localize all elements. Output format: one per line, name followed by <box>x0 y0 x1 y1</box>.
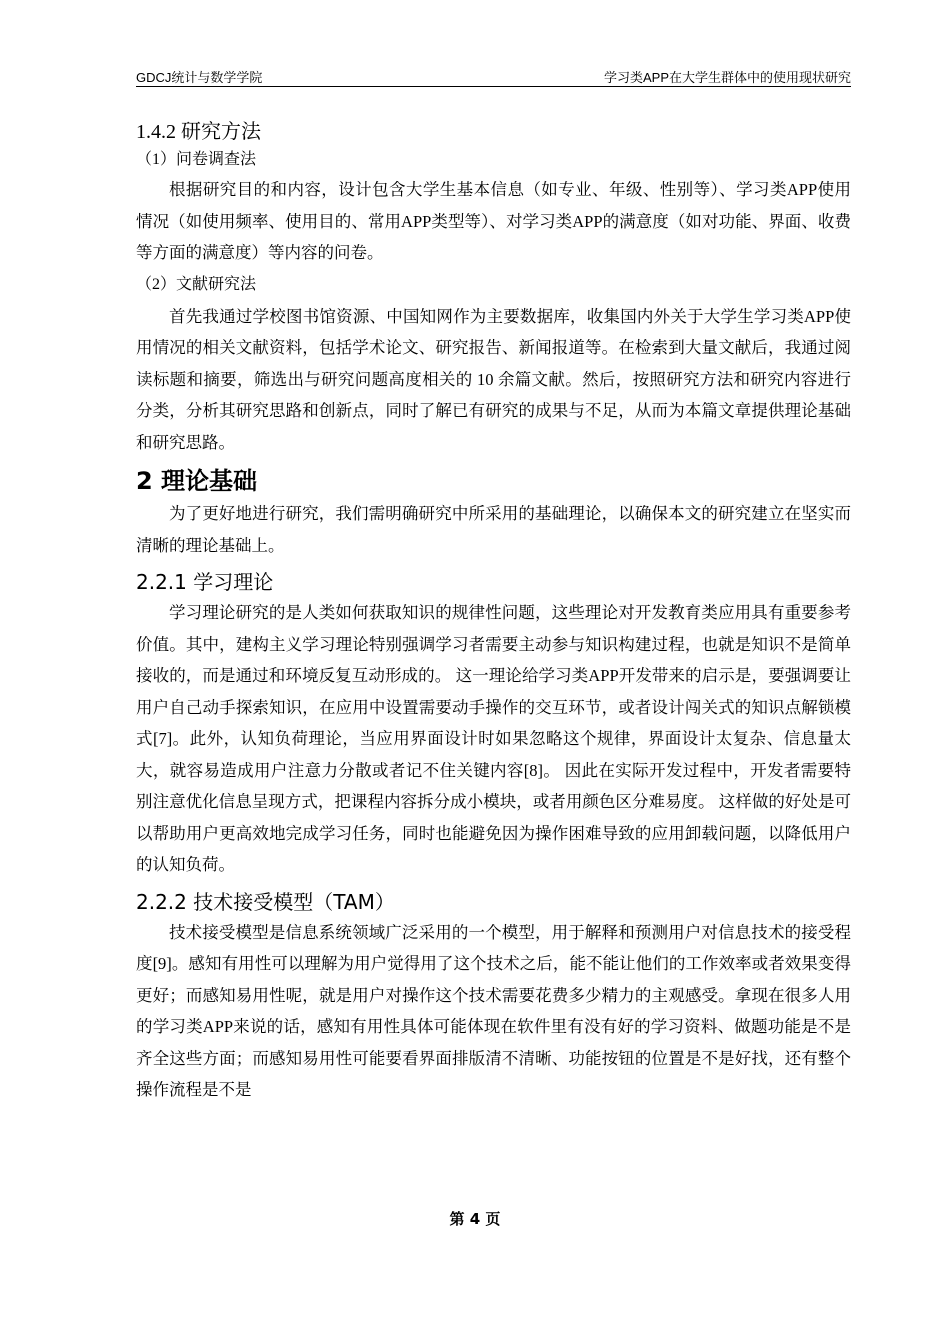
subheading-questionnaire: （1）问卷调查法 <box>136 151 257 168</box>
header-left-text: GDCJ统计与数学学院 <box>136 70 263 85</box>
subheading-literature: （2）文献研究法 <box>136 275 257 293</box>
page-header <box>136 64 851 87</box>
paragraph-literature: 首先我通过学校图书馆资源、中国知网作为主要数据库，收集国内外关于大学生学习类APP使用情况的相关文献资料，包括学术论文、研究报告、新闻报道等。在检索到大量文献后，我通过阅读标题和摘要，筛选出与研究问题高度相关的 10 余篇文献。然后，按照研究方法和研究内容进行分类，分析其研究思路和创新点，同时了解已有研究的成果与不足，从而为本篇文章提供理论基础和研究思路。 <box>136 306 851 452</box>
section-heading-2-2-2: 2.2.2 技术接受模型（TAM） <box>136 889 395 914</box>
paragraph-learning-theory: 学习理论研究的是人类如何获取知识的规律性问题，这些理论对开发教育类应用具有重要参考价值。其中，建构主义学习理论特别强调学习者需要主动参与知识构建过程，也就是知识不是简单接收的，而是通过和环境反复互动形成的。 这一理论给学习类APP开发带来的启示是，要强调要让用户自己动手探索知识，在应用中设置需要动手操作的交互环节，或者设计闯关式的知识点解锁模式[7]。此外，认知负荷理论，当应用界面设计时如果忽略这个规律，界面设计太复杂、信息量太大，就容易造成用户注意力分散或者记不住关键内容[8]。 因此在实际开发过程中，开发者需要特别注意优化信息呈现方式，把课程内容拆分成小模块，或者用颜色区分难易度。 这样做的好处是可以帮助用户更高效地完成学习任务，同时也能避免因为操作困难导致的应用卸载问题，以降低用户的认知负荷。 <box>136 603 851 874</box>
paragraph-tam: 技术接受模型是信息系统领域广泛采用的一个模型，用于解释和预测用户对信息技术的接受程度[9]。感知有用性可以理解为用户觉得用了这个技术之后，能不能让他们的工作效率或者效果变得更好；而感知易用性呢，就是用户对操作这个技术需要花费多少精力的主观感受。拿现在很多人用的学习类APP来说的话，感知有用性具体可能体现在软件里有没有好的学习资料、做题功能是不是齐全这些方面；而感知易用性可能要看界面排版清不清晰、功能按钮的位置是不是好找，还有整个操作流程是不是 <box>136 922 851 1099</box>
section-heading-1-4-2: 1.4.2 研究方法 <box>136 121 261 143</box>
page-content <box>136 118 851 1106</box>
section-heading-2-2-1: 2.2.1 学习理论 <box>136 570 274 594</box>
paragraph-theory-intro: 为了更好地进行研究，我们需明确研究中所采用的基础理论，以确保本文的研究建立在坚实而清晰的理论基础上。 <box>136 504 851 555</box>
header-right-text: 学习类APP在大学生群体中的使用现状研究 <box>603 70 851 85</box>
chapter-heading-2: 2 理论基础 <box>136 467 258 495</box>
page-number: 第 4 页 <box>449 1210 501 1228</box>
paragraph-questionnaire: 根据研究目的和内容，设计包含大学生基本信息（如专业、年级、性别等）、学习类APP使用情况（如使用频率、使用目的、常用APP类型等）、对学习类APP的满意度（如对功能、界面、收费等方面的满意度）等内容的问卷。 <box>136 180 851 262</box>
